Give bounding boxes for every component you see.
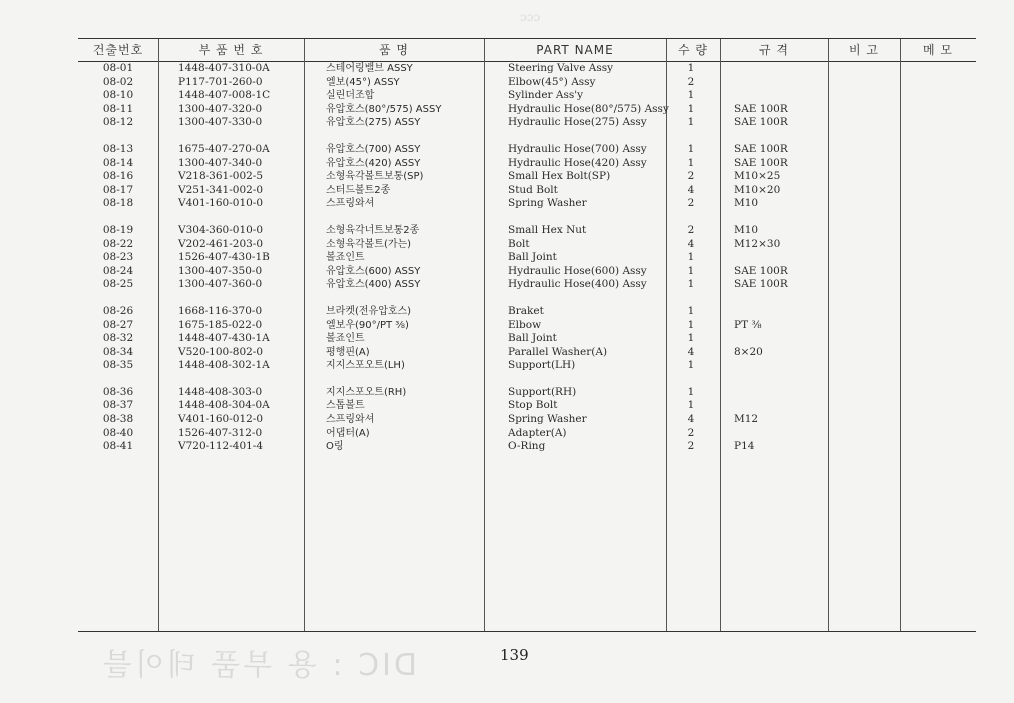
cell-spec: SAE 100R bbox=[734, 116, 788, 129]
table-row bbox=[78, 238, 976, 252]
table-row bbox=[78, 76, 976, 90]
cell-qty: 1 bbox=[687, 62, 695, 74]
cell-qty: 2 bbox=[687, 197, 695, 210]
cell-part-name: Sylinder Ass'y bbox=[508, 89, 584, 102]
cell-no: 08-23 bbox=[102, 251, 134, 264]
cell-qty: 4 bbox=[687, 237, 695, 250]
cell-name-kr: 유압호스(400) ASSY bbox=[326, 279, 421, 291]
cell-no: 08-41 bbox=[102, 440, 134, 453]
row-group bbox=[78, 305, 976, 373]
cell-name-kr: 유압호스(420) ASSY bbox=[326, 157, 421, 169]
cell-part-name: Support(RH) bbox=[508, 385, 577, 398]
cell-part-name: Small Hex Bolt(SP) bbox=[508, 170, 611, 183]
cell-spec: SAE 100R bbox=[734, 278, 788, 291]
cell-qty: 2 bbox=[687, 426, 695, 439]
cell-spec: M10×25 bbox=[734, 170, 781, 183]
cell-part-number: 1675-407-270-0A bbox=[178, 142, 270, 155]
cell-part-number: 1300-407-340-0 bbox=[178, 156, 263, 169]
cell-part-number: 1300-407-360-0 bbox=[178, 278, 263, 291]
cell-part-number: V304-360-010-0 bbox=[178, 223, 264, 236]
cell-name-kr: 유압호스(600) ASSY bbox=[326, 265, 421, 277]
cell-no: 08-24 bbox=[102, 264, 134, 277]
cell-no: 08-36 bbox=[102, 385, 134, 398]
cell-no: 08-01 bbox=[102, 62, 134, 74]
table-row bbox=[78, 184, 976, 198]
cell-spec: 8×20 bbox=[734, 345, 763, 358]
cell-part-name: Parallel Washer(A) bbox=[508, 345, 608, 358]
cell-part-number: P117-701-260-0 bbox=[178, 75, 263, 88]
cell-qty: 1 bbox=[687, 304, 695, 317]
cell-part-number: V251-341-002-0 bbox=[178, 183, 264, 196]
cell-part-number: 1448-408-303-0 bbox=[178, 385, 263, 398]
bleed-through-text: DIC : 용 부품 테이블 bbox=[100, 648, 418, 683]
cell-part-number: 1448-408-302-1A bbox=[178, 359, 270, 372]
cell-part-number: 1668-116-370-0 bbox=[178, 304, 263, 317]
cell-spec: M12×30 bbox=[734, 237, 781, 250]
row-group bbox=[78, 386, 976, 454]
cell-no: 08-34 bbox=[102, 345, 134, 358]
cell-part-name: Hydraulic Hose(700) Assy bbox=[508, 142, 647, 155]
cell-part-name: Support(LH) bbox=[508, 359, 576, 372]
cell-qty: 1 bbox=[687, 89, 695, 102]
cell-part-name: Braket bbox=[508, 304, 544, 317]
cell-qty: 1 bbox=[687, 399, 695, 412]
cell-part-name: Hydraulic Hose(275) Assy bbox=[508, 116, 647, 129]
header-memo: 메 모 bbox=[923, 43, 953, 57]
cell-no: 08-10 bbox=[102, 89, 134, 102]
table-row bbox=[78, 319, 976, 333]
table-row bbox=[78, 359, 976, 373]
table-row bbox=[78, 413, 976, 427]
cell-part-name: Small Hex Nut bbox=[508, 223, 587, 236]
cell-no: 08-12 bbox=[102, 116, 134, 129]
cell-qty: 4 bbox=[687, 183, 695, 196]
cell-name-kr: 평행핀(A) bbox=[326, 346, 370, 358]
cell-part-number: 1448-408-304-0A bbox=[178, 399, 270, 412]
cell-no: 08-38 bbox=[102, 413, 134, 426]
cell-name-kr: 어댑터(A) bbox=[326, 427, 370, 439]
cell-qty: 1 bbox=[687, 142, 695, 155]
cell-part-number: V218-361-002-5 bbox=[178, 170, 264, 183]
bleed-through-mark: ɔɔɔ bbox=[520, 10, 541, 24]
cell-part-name: Spring Washer bbox=[508, 197, 587, 210]
cell-qty: 4 bbox=[687, 345, 695, 358]
table-row bbox=[78, 143, 976, 157]
cell-qty: 1 bbox=[687, 251, 695, 264]
cell-name-kr: 유압호스(700) ASSY bbox=[326, 143, 421, 155]
table-row bbox=[78, 265, 976, 279]
cell-no: 08-11 bbox=[102, 102, 134, 115]
cell-qty: 2 bbox=[687, 75, 695, 88]
table-row bbox=[78, 170, 976, 184]
cell-part-name: Bolt bbox=[508, 237, 530, 250]
header-spec: 규 격 bbox=[759, 43, 789, 57]
cell-spec: SAE 100R bbox=[734, 102, 788, 115]
cell-name-kr: 스톱볼트 bbox=[326, 400, 365, 412]
table-bottom-border bbox=[78, 631, 976, 632]
cell-part-name: Hydraulic Hose(80°/575) Assy bbox=[508, 102, 669, 115]
cell-part-number: V202-461-203-0 bbox=[178, 237, 264, 250]
cell-qty: 1 bbox=[687, 332, 695, 345]
table-row bbox=[78, 427, 976, 441]
cell-name-kr: 스테어링밸브 ASSY bbox=[326, 63, 413, 74]
cell-name-kr: 볼죠인트 bbox=[326, 333, 365, 345]
header-remark: 비 고 bbox=[849, 43, 879, 57]
table-row bbox=[78, 224, 976, 238]
cell-part-name: Ball Joint bbox=[508, 332, 557, 345]
table-header bbox=[78, 39, 976, 62]
cell-qty: 4 bbox=[687, 413, 695, 426]
table-row bbox=[78, 251, 976, 265]
cell-no: 08-32 bbox=[102, 332, 134, 345]
cell-spec: M10×20 bbox=[734, 183, 781, 196]
cell-part-number: 1448-407-430-1A bbox=[178, 332, 270, 345]
cell-qty: 2 bbox=[687, 440, 695, 453]
cell-part-name: Hydraulic Hose(400) Assy bbox=[508, 278, 647, 291]
cell-part-name: Elbow bbox=[508, 318, 542, 331]
cell-qty: 1 bbox=[687, 156, 695, 169]
cell-part-number: 1300-407-350-0 bbox=[178, 264, 263, 277]
cell-no: 08-40 bbox=[102, 426, 134, 439]
cell-part-number: 1526-407-312-0 bbox=[178, 426, 263, 439]
cell-spec: SAE 100R bbox=[734, 264, 788, 277]
cell-spec: SAE 100R bbox=[734, 142, 788, 155]
cell-spec: M10 bbox=[734, 223, 759, 236]
table-row bbox=[78, 103, 976, 117]
cell-name-kr: 엘보우(90°/PT ⅜) bbox=[326, 319, 409, 331]
cell-qty: 1 bbox=[687, 385, 695, 398]
cell-qty: 2 bbox=[687, 223, 695, 236]
cell-part-number: 1448-407-310-0A bbox=[178, 62, 270, 74]
cell-spec: PT ⅜ bbox=[734, 318, 762, 331]
cell-name-kr: 엘보(45°) ASSY bbox=[326, 76, 400, 88]
table-row bbox=[78, 386, 976, 400]
cell-no: 08-35 bbox=[102, 359, 134, 372]
table-row bbox=[78, 305, 976, 319]
cell-name-kr: 지지스포오트(RH) bbox=[326, 386, 407, 398]
cell-no: 08-17 bbox=[102, 183, 134, 196]
cell-spec: SAE 100R bbox=[734, 156, 788, 169]
cell-part-number: V401-160-012-0 bbox=[178, 413, 264, 426]
table-row bbox=[78, 62, 976, 76]
cell-spec: M12 bbox=[734, 413, 759, 426]
cell-part-number: 1300-407-320-0 bbox=[178, 102, 263, 115]
cell-qty: 1 bbox=[687, 116, 695, 129]
cell-no: 08-14 bbox=[102, 156, 134, 169]
header-qty: 수 량 bbox=[678, 43, 708, 57]
cell-name-kr: 지지스포오트(LH) bbox=[326, 360, 405, 372]
cell-no: 08-22 bbox=[102, 237, 134, 250]
cell-name-kr: 유압호스(275) ASSY bbox=[326, 117, 421, 129]
cell-qty: 1 bbox=[687, 278, 695, 291]
cell-qty: 1 bbox=[687, 318, 695, 331]
header-part-name: PART NAME bbox=[536, 43, 614, 57]
header-part-no: 부 품 번 호 bbox=[198, 43, 264, 57]
cell-name-kr: 소형육각볼트(가는) bbox=[326, 238, 412, 250]
table-row bbox=[78, 346, 976, 360]
cell-part-name: O-Ring bbox=[508, 440, 546, 453]
row-group bbox=[78, 62, 976, 130]
table-row bbox=[78, 332, 976, 346]
parts-table-body bbox=[78, 62, 976, 467]
cell-name-kr: 스프링와셔 bbox=[326, 198, 375, 210]
cell-part-name: Stop Bolt bbox=[508, 399, 558, 412]
cell-name-kr: 스프링와셔 bbox=[326, 414, 375, 426]
cell-name-kr: 소형육각볼트보통(SP) bbox=[326, 171, 424, 183]
cell-name-kr: 유압호스(80°/575) ASSY bbox=[326, 103, 442, 115]
cell-spec: M10 bbox=[734, 197, 759, 210]
table-row bbox=[78, 278, 976, 292]
table-row bbox=[78, 197, 976, 211]
cell-name-kr: O링 bbox=[326, 441, 344, 453]
cell-name-kr: 소형육각너트보통2종 bbox=[326, 224, 420, 236]
header-name-kr: 품 명 bbox=[379, 43, 409, 57]
cell-part-name: Steering Valve Assy bbox=[508, 62, 614, 74]
cell-no: 08-26 bbox=[102, 304, 134, 317]
cell-no: 08-37 bbox=[102, 399, 134, 412]
cell-part-name: Stud Bolt bbox=[508, 183, 558, 196]
cell-qty: 1 bbox=[687, 264, 695, 277]
cell-part-name: Hydraulic Hose(420) Assy bbox=[508, 156, 647, 169]
cell-part-name: Elbow(45°) Assy bbox=[508, 75, 596, 88]
cell-name-kr: 볼죠인트 bbox=[326, 252, 365, 264]
cell-name-kr: 스터드볼트2종 bbox=[326, 184, 391, 196]
cell-part-number: 1675-185-022-0 bbox=[178, 318, 263, 331]
cell-part-name: Adapter(A) bbox=[508, 426, 567, 439]
cell-part-number: 1300-407-330-0 bbox=[178, 116, 263, 129]
cell-no: 08-27 bbox=[102, 318, 134, 331]
table-row bbox=[78, 89, 976, 103]
cell-part-number: V720-112-401-4 bbox=[178, 440, 264, 453]
cell-no: 08-16 bbox=[102, 170, 134, 183]
cell-part-name: Ball Joint bbox=[508, 251, 557, 264]
cell-spec: P14 bbox=[734, 440, 755, 453]
cell-name-kr: 실린더조합 bbox=[326, 90, 375, 102]
cell-qty: 1 bbox=[687, 102, 695, 115]
table-row bbox=[78, 440, 976, 454]
page-number: 139 bbox=[500, 646, 529, 664]
cell-part-number: 1526-407-430-1B bbox=[178, 251, 270, 264]
table-row bbox=[78, 116, 976, 130]
cell-no: 08-13 bbox=[102, 142, 134, 155]
cell-no: 08-19 bbox=[102, 223, 134, 236]
row-group bbox=[78, 224, 976, 292]
table-row bbox=[78, 157, 976, 171]
cell-qty: 1 bbox=[687, 359, 695, 372]
cell-no: 08-25 bbox=[102, 278, 134, 291]
header-no: 건출번호 bbox=[92, 43, 144, 57]
cell-no: 08-02 bbox=[102, 75, 134, 88]
cell-part-name: Spring Washer bbox=[508, 413, 587, 426]
cell-qty: 2 bbox=[687, 170, 695, 183]
row-group bbox=[78, 143, 976, 211]
cell-part-number: 1448-407-008-1C bbox=[178, 89, 271, 102]
cell-part-number: V520-100-802-0 bbox=[178, 345, 264, 358]
cell-part-name: Hydraulic Hose(600) Assy bbox=[508, 264, 647, 277]
cell-no: 08-18 bbox=[102, 197, 134, 210]
cell-name-kr: 브라켓(전유압호스) bbox=[326, 305, 412, 317]
table-row bbox=[78, 399, 976, 413]
cell-part-number: V401-160-010-0 bbox=[178, 197, 264, 210]
